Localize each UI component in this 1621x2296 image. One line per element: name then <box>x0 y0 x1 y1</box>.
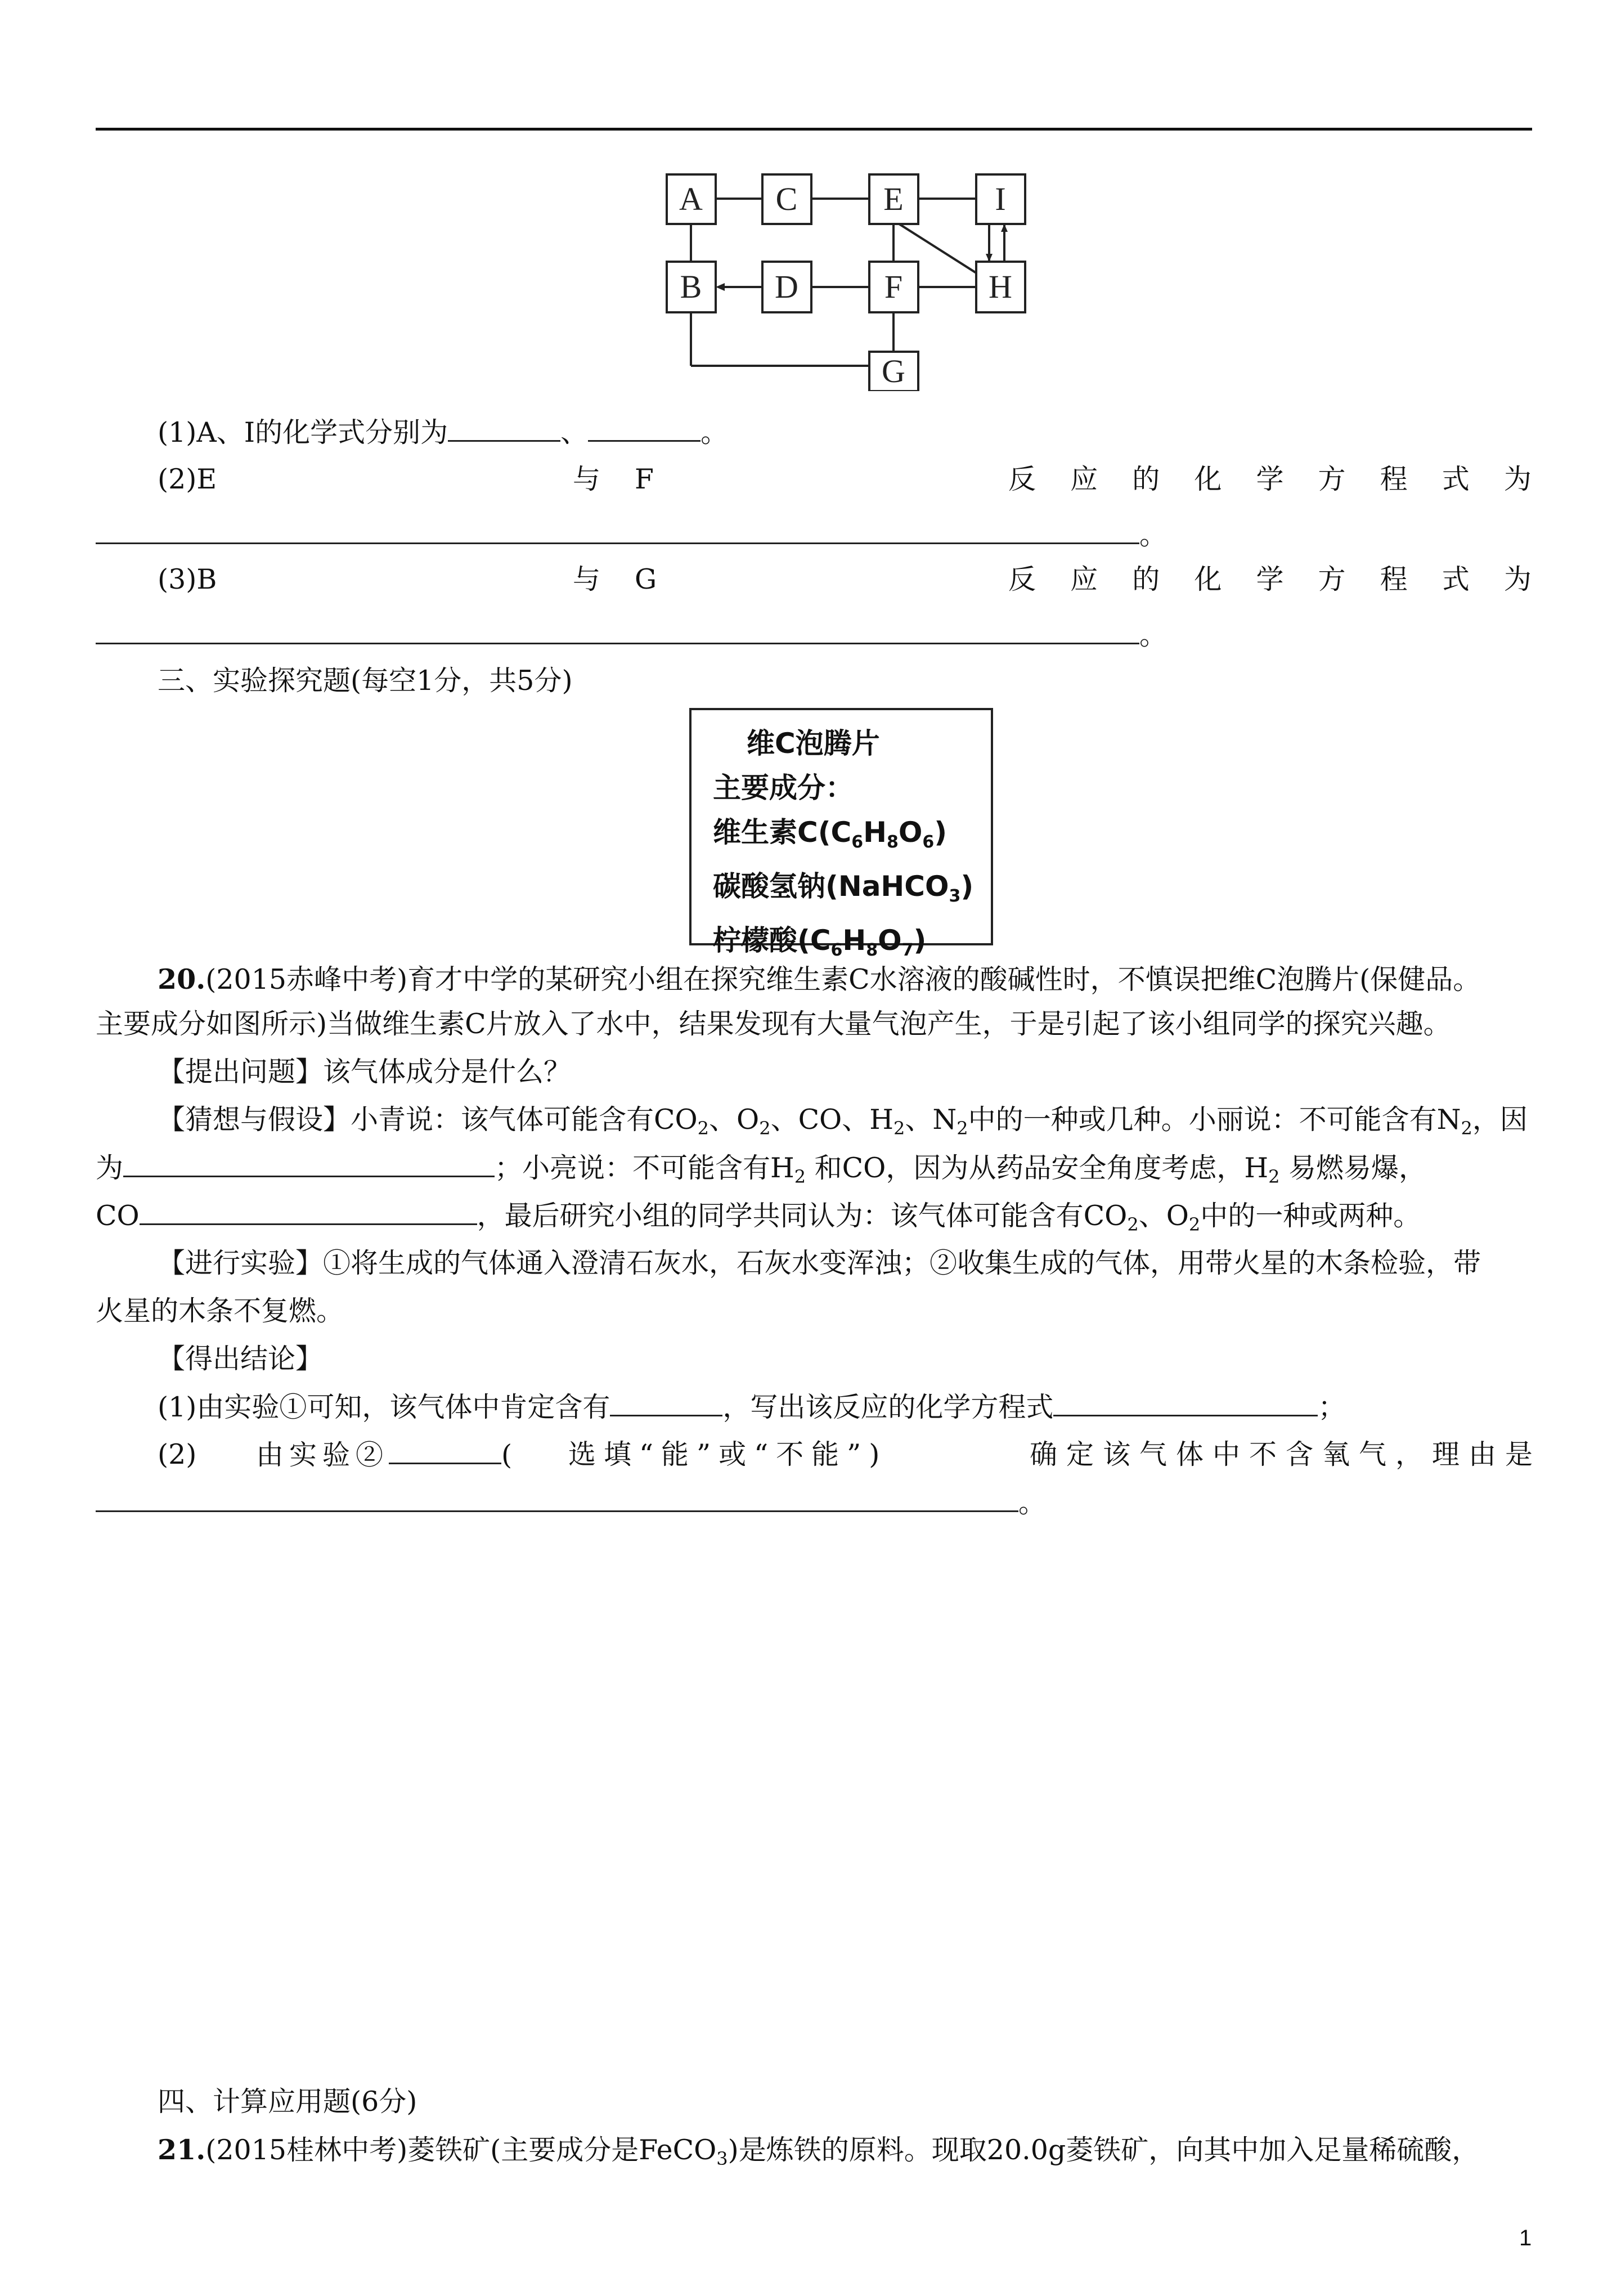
q20-line2: 主要成分如图所示)当做维生素C片放入了水中，结果发现有大量气泡产生，于是引起了该小组同学的探究兴趣。 <box>96 1008 1451 1040</box>
q19-part2-with: 与 <box>573 463 601 495</box>
q20-experiment-1: 【进行实验】①将生成的气体通入澄清石灰水，石灰水变浑浊；②收集生成的气体，用带火星的木条检验，带 <box>158 1247 1481 1279</box>
q19-part3-tail: 反 应 的 化 学 方 程 式 为 <box>1008 563 1532 595</box>
label-item-sodium-bicarbonate: 碳酸氢钠(NaHCO$_3$) <box>713 870 974 906</box>
q19-part1: (1)A、I的化学式分别为 、 。 <box>158 416 729 449</box>
node-f: F <box>884 268 903 305</box>
q20-hypothesis: 【猜想与假设】小青说：该气体可能含有$CO_2$、$O_2$、CO、$H_2$、$N_2$中的一种或几种。小丽说：不可能含有$N_2$，因 <box>158 1104 1528 1139</box>
q20-line1: 20.(2015赤峰中考)育才中学的某研究小组在探究维生素C水溶液的酸碱性时，不慎误把维C泡腾片(保健品。 <box>158 963 1481 995</box>
q20-conclusion-2-a: (2) <box>158 1438 197 1470</box>
section-3-heading: 三、实验探究题(每空1分，共5分) <box>158 665 573 697</box>
header-rule <box>96 128 1532 131</box>
q20-conclusion-2-c: 选填“能”或“不能”) <box>568 1438 888 1470</box>
answer-blank-gas[interactable] <box>610 1390 722 1416</box>
answer-blank-oxygen-reason[interactable] <box>96 1486 1018 1512</box>
q19-part2-answer: 。 <box>96 518 1167 552</box>
q20-co-line: CO ，最后研究小组的同学共同认为：该气体可能含有$CO_2$、$O_2$中的一种或两种。 <box>96 1200 1421 1235</box>
q19-part3-with: 与 <box>573 563 601 595</box>
answer-blank-equation[interactable] <box>1053 1390 1318 1416</box>
answer-blank-can-or-not[interactable] <box>389 1438 501 1464</box>
answer-blank-a[interactable] <box>448 415 560 442</box>
node-b: B <box>680 268 702 305</box>
node-h: H <box>989 268 1012 305</box>
label-subtitle: 主要成分： <box>713 772 854 804</box>
q20-question: 【提出问题】该气体成分是什么？ <box>158 1056 572 1088</box>
q20-conclusion-2-answer: 。 <box>96 1486 1046 1520</box>
q19-part3-answer: 。 <box>96 618 1167 652</box>
q20-conclusion-2-b: 由实验② ( <box>256 1439 518 1471</box>
q19-part2-tail: 反 应 的 化 学 方 程 式 为 <box>1008 463 1532 495</box>
section-4-heading: 四、计算应用题(6分) <box>158 2086 417 2118</box>
product-label <box>689 708 993 960</box>
node-c: C <box>775 181 798 217</box>
q20-conclusion-2-d: 确定该气体中不含氧气，理由是 <box>1030 1438 1542 1470</box>
q20-conclusion-heading: 【得出结论】 <box>158 1343 324 1375</box>
node-d: D <box>775 268 798 305</box>
node-g: G <box>882 353 905 389</box>
q20-number: 20. <box>158 963 206 995</box>
answer-blank-bg-equation[interactable] <box>96 618 1139 644</box>
reaction-diagram <box>653 172 1035 391</box>
label-item-citric-acid: 柠檬酸$(C_6H_8O_7)$ <box>713 924 927 960</box>
q21-line1: 21.(2015桂林中考)菱铁矿(主要成分是FeCO$_3$)是炼铁的原料。现取20.0g菱铁矿，向其中加入足量稀硫酸， <box>158 2133 1480 2169</box>
q19-part2-label: (2)E <box>158 463 217 495</box>
q20-conclusion-1: (1)由实验①可知，该气体中肯定含有 ，写出该反应的化学方程式 ； <box>158 1391 1346 1423</box>
answer-blank-i[interactable] <box>588 415 701 442</box>
node-i: I <box>995 181 1006 217</box>
node-e: E <box>883 181 904 217</box>
q21-number: 21. <box>158 2133 206 2166</box>
label-title: 维C泡腾片 <box>747 727 880 760</box>
answer-blank-co-reason[interactable] <box>140 1199 477 1225</box>
q19-part3-g: G <box>635 563 657 595</box>
q20-experiment-2: 火星的木条不复燃。 <box>96 1295 344 1327</box>
answer-blank-n2-reason[interactable] <box>123 1151 495 1177</box>
q19-part3-label: (3)B <box>158 563 217 595</box>
page-number: 1 <box>1519 2226 1532 2250</box>
q20-reason-line: 为 ；小亮说：不可能含有$H_2$ 和CO，因为从药品安全角度考虑，$H_2$ 易燃易爆， <box>96 1152 1427 1187</box>
node-a: A <box>679 181 703 217</box>
q19-part2-f: F <box>635 463 654 495</box>
label-item-vitamin-c: 维生素$C(C_6H_8O_6)$ <box>713 816 948 852</box>
answer-blank-ef-equation[interactable] <box>96 518 1139 544</box>
